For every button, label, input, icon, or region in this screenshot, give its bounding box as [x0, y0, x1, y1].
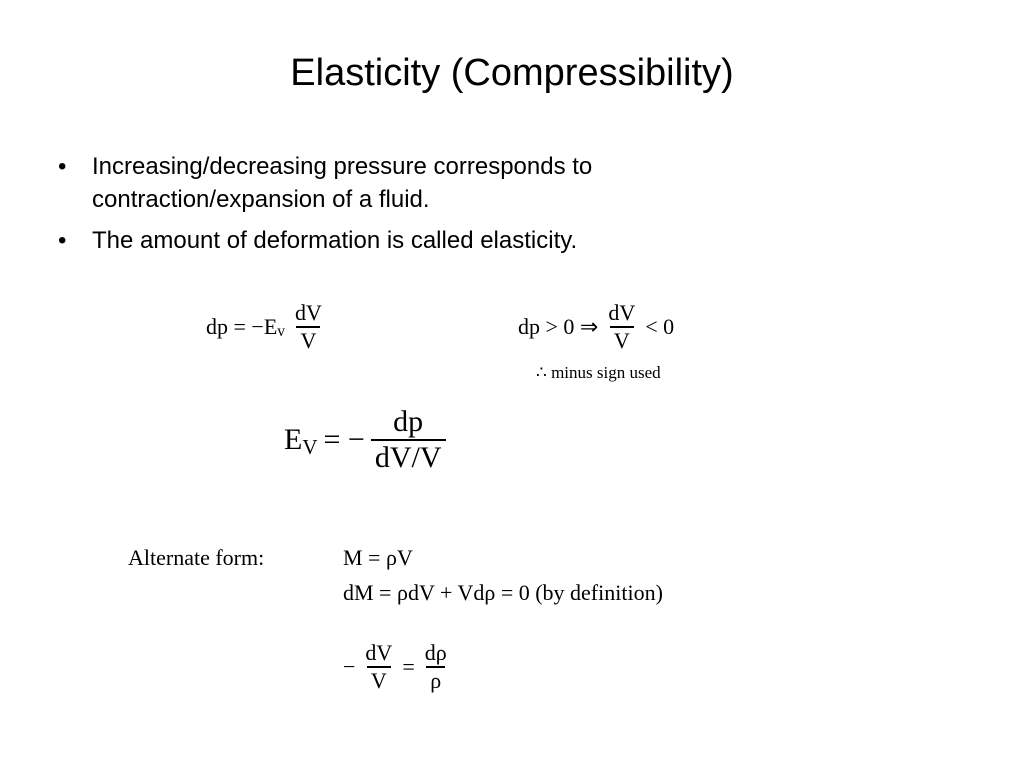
eq1-lhs: dp = −E	[206, 314, 278, 339]
equation-sign-condition	[518, 300, 674, 354]
bullet-dot: •	[58, 153, 67, 180]
eq1-fraction	[291, 300, 326, 354]
eq2-numerator: dV	[608, 300, 636, 325]
bullet-item	[58, 224, 758, 257]
equation-pressure-volume	[206, 300, 332, 354]
eq4-denominator-right: ρ	[426, 666, 445, 694]
eq4-fraction-left	[361, 640, 396, 694]
minus-sign-note: ∴ minus sign used	[536, 363, 661, 382]
slide-title: Elasticity (Compressibility)	[290, 52, 734, 94]
eq4-sign: −	[343, 654, 356, 679]
eq3-lhs: E	[284, 423, 303, 456]
alternate-line-2: dM = ρdV + Vdρ = 0 (by definition)	[343, 580, 663, 605]
eq2-lhs: dp > 0 ⇒	[518, 314, 599, 339]
eq2-rhs: < 0	[645, 314, 675, 339]
eq1-denominator: V	[296, 326, 320, 354]
bullet-text: The amount of deformation is called elasticity.	[92, 227, 578, 254]
eq4-numerator-right: dρ	[424, 640, 447, 665]
eq4-fraction-right	[421, 640, 451, 694]
eq4-operator: =	[402, 654, 415, 679]
eq4-numerator-left: dV	[365, 640, 393, 665]
bullet-item	[58, 150, 758, 216]
eq2-fraction	[604, 300, 639, 354]
eq3-fraction	[371, 405, 446, 475]
eq3-denominator: dV/V	[371, 439, 446, 475]
bullet-text: Increasing/decreasing pressure corresponds to contraction/expansion of a fluid.	[92, 153, 593, 213]
equation-bulk-modulus	[284, 405, 452, 475]
eq1-numerator: dV	[294, 300, 322, 325]
bullet-dot: •	[58, 227, 67, 254]
eq3-operator: = −	[323, 423, 365, 456]
alternate-line-1: M = ρV	[343, 545, 413, 570]
eq3-subscript: V	[302, 434, 318, 459]
eq2-denominator: V	[610, 326, 634, 354]
equation-density-volume	[343, 640, 457, 694]
eq3-numerator: dp	[393, 405, 424, 438]
eq1-subscript: v	[277, 323, 285, 341]
bullet-list	[58, 150, 758, 265]
eq4-denominator-left: V	[367, 666, 391, 694]
alternate-form-label: Alternate form:	[128, 545, 265, 570]
